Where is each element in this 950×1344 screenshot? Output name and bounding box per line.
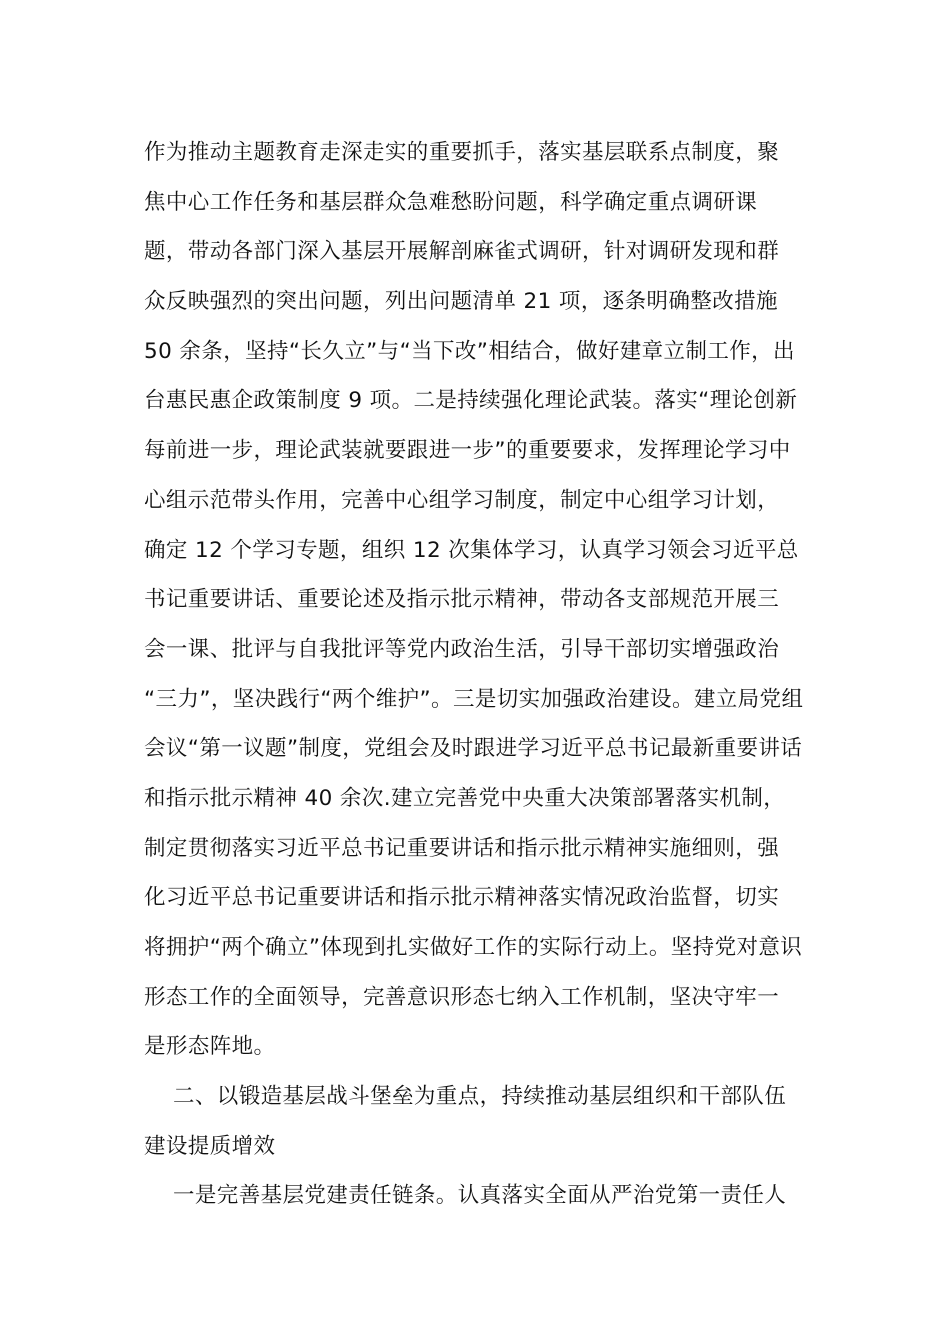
text-line: 制定贯彻落实习近平总书记重要讲话和指示批示精神实施细则，强 [144, 835, 780, 861]
text-line: 会议“第一议题”制度，党组会及时跟进学习近平总书记最新重要讲话 [144, 736, 803, 762]
body-text [144, 128, 824, 1221]
text-line: 形态工作的全面领导，完善意识形态七纳入工作机制，坚决守牢一 [144, 984, 780, 1010]
text-line: 和指示批示精神 40 余次.建立完善党中央重大决策部署落实机制， [144, 785, 786, 811]
text-line: 化习近平总书记重要讲话和指示批示精神落实情况政治监督，切实 [144, 885, 780, 911]
text-line: 将拥护“两个确立”体现到扎实做好工作的实际行动上。坚持党对意识 [144, 935, 803, 960]
text-line: 题，带动各部门深入基层开展解剖麻雀式调研，针对调研发现和群 [144, 239, 780, 265]
text-line: 焦中心工作任务和基层群众急难愁盼问题，科学确定重点调研课 [144, 189, 758, 215]
section-heading: 二、以锻造基层战斗堡垒为重点，持续推动基层组织和干部队伍 [173, 1084, 787, 1110]
paragraph-start: 一是完善基层党建责任链条。认真落实全面从严治党第一责任人 [173, 1183, 787, 1209]
text-line: 确定 12 个学习专题，组织 12 次集体学习，认真学习领会习近平总 [144, 537, 799, 563]
text-line: 台惠民惠企政策制度 9 项。二是持续强化理论武装。落实“理论创新 [144, 388, 798, 414]
text-line: 作为推动主题教育走深走实的重要抓手，落实基层联系点制度，聚 [144, 140, 780, 165]
text-line: 众反映强烈的突出问题，列出问题清单 21 项，逐条明确整改措施 [144, 289, 778, 315]
text-line: 会一课、批评与自我批评等党内政治生活，引导干部切实增强政治 [144, 636, 780, 662]
text-line: 心组示范带头作用，完善中心组学习制度，制定中心组学习计划， [144, 487, 780, 513]
text-line: 书记重要讲话、重要论述及指示批示精神，带动各支部规范开展三 [144, 587, 780, 613]
text-line: 50 余条，坚持“长久立”与“当下改”相结合，做好建章立制工作，出 [144, 338, 795, 364]
text-line: 每前进一步，理论武装就要跟进一步”的重要要求，发挥理论学习中 [144, 438, 791, 464]
section-heading-continued: 建设提质增效 [144, 1133, 276, 1159]
text-line: “三力”，坚决践行“两个维护”。三是切实加强政治建设。建立局党组 [144, 686, 804, 712]
text-line: 是形态阵地。 [144, 1034, 276, 1060]
